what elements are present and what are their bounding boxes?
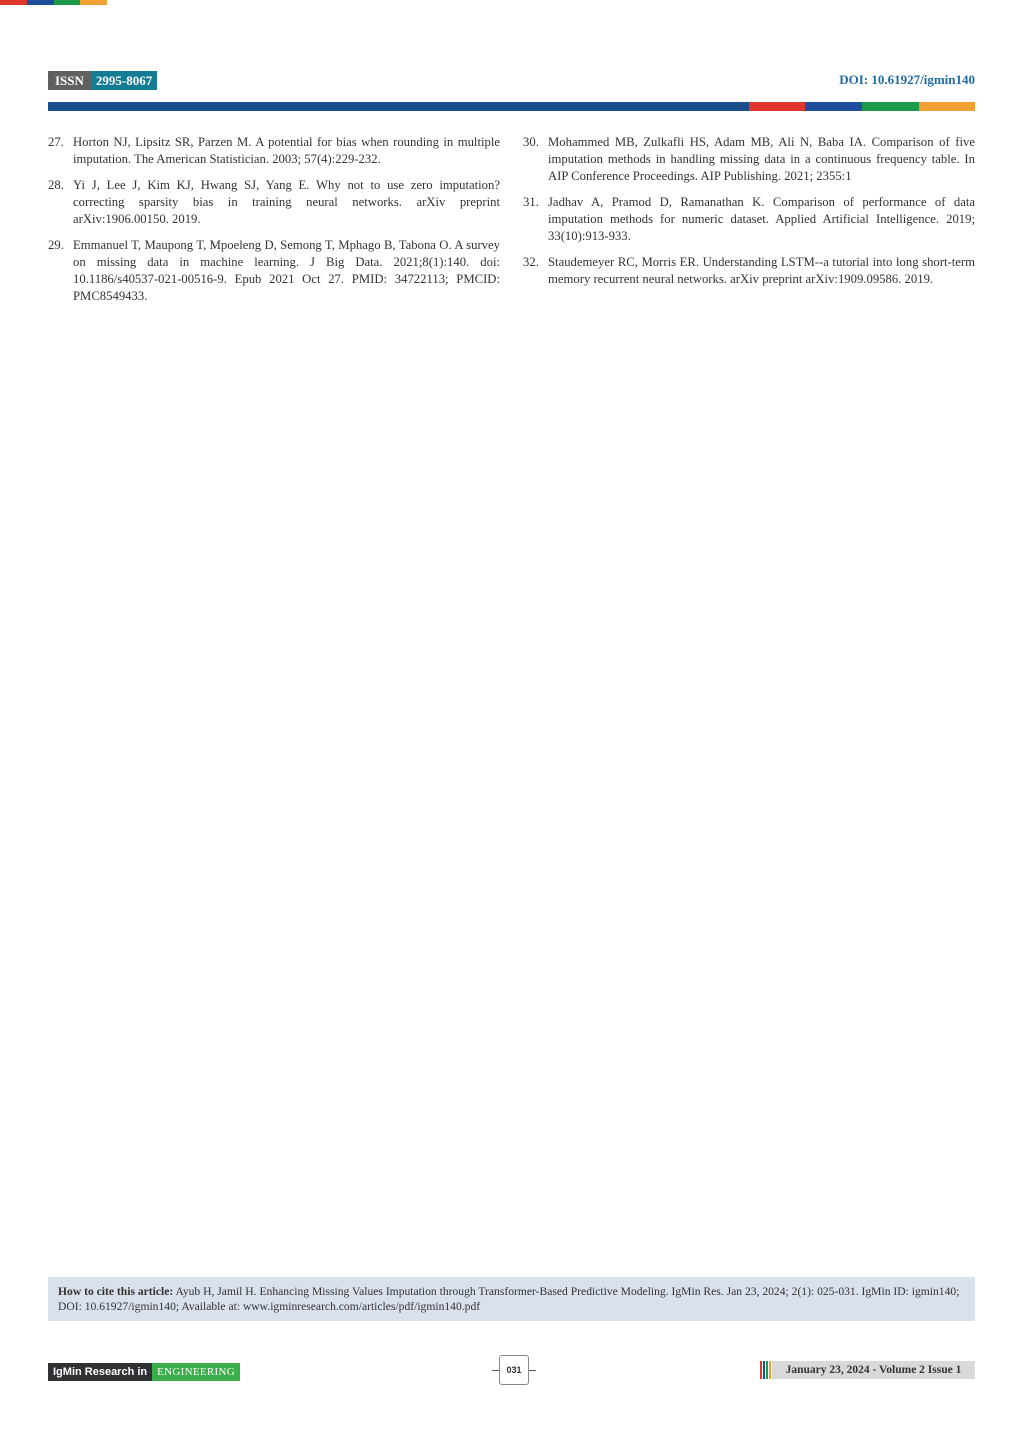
footer-stripe-green <box>766 1361 768 1379</box>
footer-stripe-blue <box>763 1361 765 1379</box>
page-number: 031 <box>499 1355 529 1385</box>
footer-date-issue: January 23, 2024 - Volume 2 Issue 1 <box>772 1361 975 1379</box>
header-bar-red <box>749 102 805 111</box>
reference-text: Staudemeyer RC, Morris ER. Understanding LSTM--a tutorial into long short-term memory recurrent neural networks. arXiv preprint arXiv:1909.09586. 2019. <box>548 255 975 286</box>
footer-stripe-orange <box>769 1361 771 1379</box>
footer-journal-name: IgMin Research in <box>48 1363 152 1381</box>
reference-item <box>48 134 500 168</box>
issn-badge <box>48 71 157 90</box>
reference-text: Jadhav A, Pramod D, Ramanathan K. Comparison of performance of data imputation methods for numeric dataset. Applied Artificial Intelligence. 2019; 33(10):913-933. <box>548 195 975 243</box>
page-number-badge <box>492 1355 536 1387</box>
stripe-green <box>54 0 81 5</box>
citation-box <box>48 1277 975 1321</box>
reference-item <box>48 177 500 228</box>
footer-color-stripes <box>760 1361 772 1379</box>
reference-text: Yi J, Lee J, Kim KJ, Hwang SJ, Yang E. Why not to use zero imputation? correcting sparsity bias in training neural networks. arXiv preprint arXiv:1906.00150. 2019. <box>73 178 500 226</box>
reference-item <box>523 134 975 185</box>
reference-item <box>523 254 975 288</box>
reference-item <box>523 194 975 245</box>
stripe-blue <box>27 0 54 5</box>
stripe-orange <box>80 0 107 5</box>
reference-number: 28. <box>48 178 64 192</box>
header-color-bar <box>48 102 975 111</box>
header-bar-navy <box>48 102 749 111</box>
header-bar-orange <box>919 102 975 111</box>
footer-journal-badge <box>48 1363 240 1381</box>
issn-value: 2995-8067 <box>91 71 157 90</box>
references-right-column <box>523 134 975 297</box>
issn-label: ISSN <box>48 71 91 90</box>
citation-text: Ayub H, Jamil H. Enhancing Missing Values Imputation through Transformer-Based Predictive Modeling. IgMin Res. Jan 23, 2024; 2(1): 025-031. IgMin ID: igmin140; DOI: 10.61927/igmin140; Available at: www.igminresearch.com/articles/pdf/igmin140.pdf <box>58 1285 960 1313</box>
reference-text: Horton NJ, Lipsitz SR, Parzen M. A potential for bias when rounding in multiple imputation. The American Statistician. 2003; 57(4):229-232. <box>73 135 500 166</box>
reference-number: 29. <box>48 238 64 252</box>
reference-text: Emmanuel T, Maupong T, Mpoeleng D, Semong T, Mphago B, Tabona O. A survey on missing data in machine learning. J Big Data. 2021;8(1):140. doi: 10.1186/s40537-021-00516-9. Epub 2021 Oct 27. PMID: 34722113; PMCID: PMC8549433. <box>73 238 500 303</box>
header-bar-green <box>862 102 919 111</box>
stripe-red <box>0 0 27 5</box>
reference-number: 27. <box>48 135 64 149</box>
reference-number: 31. <box>523 195 539 209</box>
footer-date-badge <box>760 1361 975 1379</box>
citation-label: How to cite this article: <box>58 1285 174 1298</box>
footer-stripe-red <box>760 1361 762 1379</box>
top-color-stripe <box>0 0 107 5</box>
references-left-column <box>48 134 500 314</box>
header-bar-blue <box>805 102 862 111</box>
doi-link[interactable]: DOI: 10.61927/igmin140 <box>839 72 975 87</box>
reference-number: 30. <box>523 135 539 149</box>
reference-text: Mohammed MB, Zulkafli HS, Adam MB, Ali N, Baba IA. Comparison of five imputation methods in handling missing data in a continuous frequency table. In AIP Conference Proceedings. AIP Publishing. 2021; 2355:1 <box>548 135 975 183</box>
footer-section-name: ENGINEERING <box>152 1363 240 1381</box>
reference-number: 32. <box>523 255 539 269</box>
reference-item <box>48 237 500 305</box>
